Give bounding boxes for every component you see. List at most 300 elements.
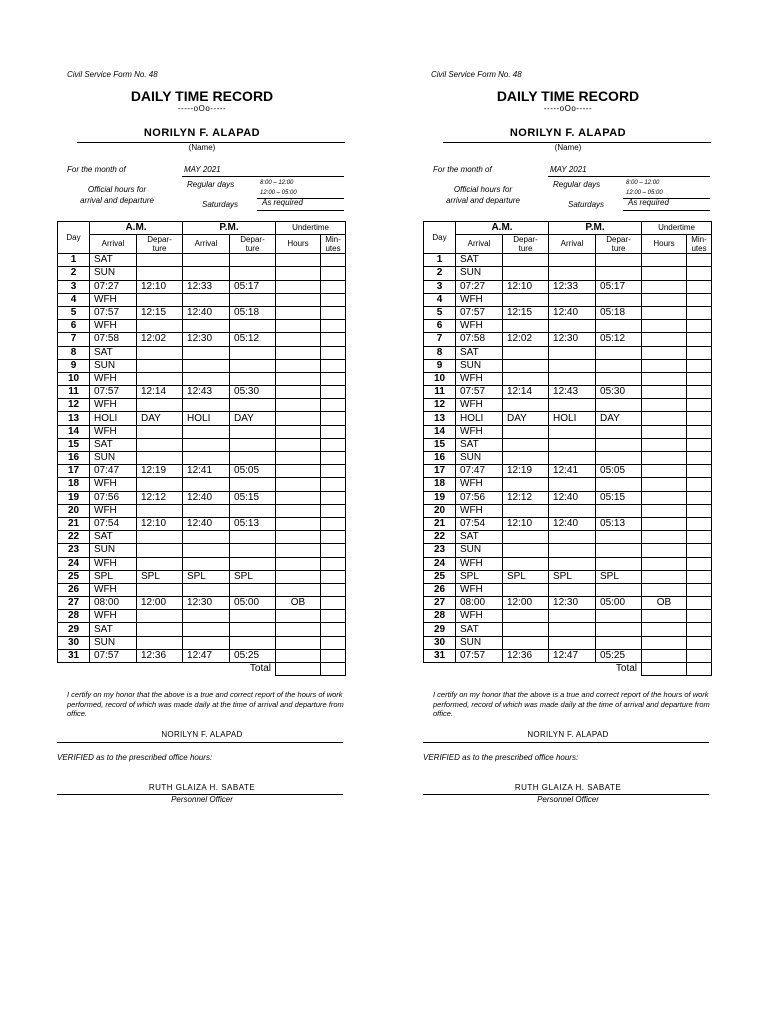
pm-arrival-cell: HOLI (549, 412, 596, 425)
am-departure-cell (137, 478, 183, 491)
day-number-cell: 1 (58, 254, 90, 267)
table-row (424, 254, 712, 267)
am-arrival-cell: WFH (456, 610, 503, 623)
day-number-cell: 31 (58, 649, 90, 662)
pm-departure-cell (230, 438, 276, 451)
pm-departure-cell (596, 254, 642, 267)
pm-departure-cell: 05:05 (596, 465, 642, 478)
pm-departure-cell (596, 610, 642, 623)
pm-arrival-cell (183, 504, 230, 517)
pm-departure-cell (230, 359, 276, 372)
pm-header: P.M. (183, 222, 276, 235)
table-row (424, 320, 712, 333)
month-field (182, 165, 344, 177)
pm-departure-cell (230, 636, 276, 649)
pm-departure-cell (230, 557, 276, 570)
pm-departure-cell (230, 399, 276, 412)
am-arrival-cell: WFH (90, 610, 137, 623)
table-row (58, 452, 346, 465)
pm-departure-cell (596, 438, 642, 451)
table-row (58, 649, 346, 662)
pm-departure-cell (596, 623, 642, 636)
month-label: For the month of (433, 165, 492, 174)
undertime-hours-cell (642, 425, 687, 438)
am-departure-cell (137, 372, 183, 385)
undertime-hours-cell (276, 399, 321, 412)
undertime-minutes-cell (687, 386, 712, 399)
am-arrival-cell: WFH (90, 478, 137, 491)
am-arrival-cell: WFH (456, 425, 503, 438)
am-arrival-cell: HOLI (90, 412, 137, 425)
undertime-minutes-cell (687, 306, 712, 319)
pm-arrival-header: Arrival (549, 235, 596, 254)
day-number-cell: 27 (424, 597, 456, 610)
pm-arrival-cell (183, 399, 230, 412)
am-arrival-cell: 07:27 (456, 280, 503, 293)
am-departure-cell: 12:00 (137, 597, 183, 610)
pm-departure-cell: 05:13 (596, 517, 642, 530)
day-number-cell: 14 (424, 425, 456, 438)
pm-departure-cell (596, 583, 642, 596)
undertime-hours-cell (276, 491, 321, 504)
undertime-hours-cell (642, 465, 687, 478)
name-caption: (Name) (188, 143, 216, 152)
day-number-cell: 29 (58, 623, 90, 636)
pm-arrival-cell: 12:30 (183, 597, 230, 610)
table-row (424, 491, 712, 504)
day-number-cell: 15 (424, 438, 456, 451)
day-number-cell: 1 (424, 254, 456, 267)
pm-arrival-cell: 12:43 (183, 386, 230, 399)
am-departure-cell (137, 438, 183, 451)
pm-arrival-cell (183, 320, 230, 333)
table-row (58, 306, 346, 319)
table-row (424, 610, 712, 623)
undertime-minutes-cell (687, 544, 712, 557)
am-departure-cell: 12:14 (137, 386, 183, 399)
total-hours-cell (276, 663, 321, 676)
pm-departure-cell (230, 372, 276, 385)
regular-days-field (623, 178, 710, 199)
pm-arrival-cell (549, 452, 596, 465)
undertime-minutes-cell (321, 610, 346, 623)
table-row (58, 636, 346, 649)
pm-departure-cell: 05:00 (230, 597, 276, 610)
regular-days-label: Regular days (553, 180, 601, 189)
day-number-cell: 8 (424, 346, 456, 359)
undertime-hours-cell (642, 557, 687, 570)
am-arrival-cell: 07:57 (456, 386, 503, 399)
day-number-cell: 17 (424, 465, 456, 478)
form-title: DAILY TIME RECORD (496, 88, 640, 104)
table-row (58, 597, 346, 610)
am-arrival-cell: WFH (456, 557, 503, 570)
pm-arrival-cell: 12:30 (549, 333, 596, 346)
pm-arrival-cell (549, 293, 596, 306)
undertime-hours-cell (642, 623, 687, 636)
undertime-minutes-cell (687, 517, 712, 530)
am-arrival-cell: WFH (456, 293, 503, 306)
undertime-minutes-cell (321, 399, 346, 412)
pm-arrival-cell (183, 267, 230, 280)
table-row (424, 557, 712, 570)
day-number-cell: 23 (424, 544, 456, 557)
day-number-cell: 7 (424, 333, 456, 346)
month-value: MAY 2021 (184, 165, 221, 174)
pm-departure-cell: 05:13 (230, 517, 276, 530)
undertime-hours-cell (276, 544, 321, 557)
am-departure-cell (503, 623, 549, 636)
am-arrival-cell: 07:57 (456, 649, 503, 662)
am-arrival-cell: 07:54 (456, 517, 503, 530)
am-arrival-cell: SUN (456, 636, 503, 649)
day-number-cell: 8 (58, 346, 90, 359)
am-arrival-cell: SAT (90, 254, 137, 267)
day-number-cell: 9 (58, 359, 90, 372)
pm-arrival-cell (183, 452, 230, 465)
day-number-cell: 22 (424, 531, 456, 544)
undertime-minutes-cell (687, 267, 712, 280)
pm-arrival-cell (549, 399, 596, 412)
table-row (424, 386, 712, 399)
table-row (424, 544, 712, 557)
am-arrival-header: Arrival (90, 235, 137, 254)
undertime-hours-cell (276, 557, 321, 570)
undertime-hours-cell (276, 372, 321, 385)
am-arrival-cell: SAT (456, 254, 503, 267)
undertime-minutes-cell (687, 649, 712, 662)
am-arrival-cell: WFH (456, 583, 503, 596)
employee-signature-line (57, 742, 343, 743)
am-arrival-cell: WFH (456, 504, 503, 517)
pm-arrival-cell (549, 531, 596, 544)
title-ornament: -----oOo----- (543, 104, 593, 113)
employee-signature-name: NORILYN F. ALAPAD (527, 730, 609, 739)
day-number-cell: 9 (424, 359, 456, 372)
undertime-minutes-cell (321, 438, 346, 451)
undertime-hours-cell (276, 425, 321, 438)
am-header: A.M. (456, 222, 549, 235)
undertime-hours-cell (276, 412, 321, 425)
undertime-hours-cell (276, 504, 321, 517)
pm-arrival-cell (183, 478, 230, 491)
pm-arrival-cell (183, 425, 230, 438)
am-departure-cell: 12:36 (503, 649, 549, 662)
undertime-hours-cell (642, 293, 687, 306)
table-row (424, 478, 712, 491)
am-departure-cell (137, 346, 183, 359)
pm-arrival-cell: 12:43 (549, 386, 596, 399)
pm-departure-cell (230, 293, 276, 306)
table-row (58, 386, 346, 399)
undertime-minutes-cell (321, 452, 346, 465)
table-row (58, 610, 346, 623)
day-number-cell: 30 (424, 636, 456, 649)
undertime-hours-cell (642, 544, 687, 557)
am-arrival-cell: SUN (456, 452, 503, 465)
pm-arrival-cell (183, 293, 230, 306)
am-departure-cell (137, 320, 183, 333)
total-row (424, 663, 712, 676)
undertime-minutes-cell (321, 597, 346, 610)
pm-arrival-cell: 12:40 (183, 306, 230, 319)
am-departure-cell: 12:36 (137, 649, 183, 662)
undertime-minutes-cell (687, 438, 712, 451)
am-departure-header: Depar- ture (137, 235, 183, 254)
official-hours-label: Official hours for arrival and departure (80, 185, 154, 205)
am-arrival-cell: 08:00 (90, 597, 137, 610)
am-arrival-cell: SUN (90, 267, 137, 280)
pm-arrival-cell (183, 623, 230, 636)
am-departure-cell (137, 610, 183, 623)
undertime-hours-cell (276, 359, 321, 372)
title-ornament: -----oOo----- (177, 104, 227, 113)
undertime-hours-cell (642, 491, 687, 504)
day-number-cell: 16 (58, 452, 90, 465)
am-arrival-cell: SAT (90, 346, 137, 359)
day-number-cell: 3 (58, 280, 90, 293)
undertime-minutes-cell (321, 478, 346, 491)
day-number-cell: 11 (424, 386, 456, 399)
table-row (424, 623, 712, 636)
am-departure-cell: 12:15 (137, 306, 183, 319)
am-departure-cell: 12:10 (503, 280, 549, 293)
day-number-cell: 22 (58, 531, 90, 544)
undertime-minutes-cell (687, 412, 712, 425)
pm-arrival-cell: HOLI (183, 412, 230, 425)
pm-arrival-cell (549, 583, 596, 596)
saturdays-label: Saturdays (202, 200, 239, 209)
table-row (424, 531, 712, 544)
undertime-minutes-cell (321, 333, 346, 346)
undertime-minutes-cell (321, 280, 346, 293)
pm-departure-cell (596, 478, 642, 491)
undertime-hours-cell (642, 306, 687, 319)
month-label: For the month of (67, 165, 126, 174)
day-number-cell: 5 (58, 306, 90, 319)
pm-arrival-cell (183, 346, 230, 359)
pm-departure-cell (230, 478, 276, 491)
am-departure-cell (503, 583, 549, 596)
day-number-cell: 24 (424, 557, 456, 570)
undertime-hours-cell (642, 610, 687, 623)
am-arrival-cell: 07:47 (90, 465, 137, 478)
am-arrival-cell: SUN (90, 544, 137, 557)
pm-departure-cell (230, 583, 276, 596)
day-number-cell: 27 (58, 597, 90, 610)
officer-title: Personnel Officer (537, 795, 599, 804)
table-row (424, 306, 712, 319)
officer-title: Personnel Officer (171, 795, 233, 804)
pm-departure-cell (596, 267, 642, 280)
am-arrival-cell: HOLI (456, 412, 503, 425)
regular-days-field (257, 178, 344, 199)
officer-name: RUTH GLAIZA H. SABATE (514, 783, 622, 792)
am-arrival-cell: WFH (90, 399, 137, 412)
undertime-hours-cell (642, 386, 687, 399)
undertime-hours-cell (642, 478, 687, 491)
pm-departure-cell: 05:25 (230, 649, 276, 662)
day-number-cell: 26 (58, 583, 90, 596)
table-row (424, 597, 712, 610)
undertime-minutes-cell (687, 597, 712, 610)
undertime-minutes-cell (687, 465, 712, 478)
day-number-cell: 12 (58, 399, 90, 412)
day-number-cell: 28 (58, 610, 90, 623)
am-arrival-cell: WFH (90, 583, 137, 596)
undertime-hours-cell (276, 636, 321, 649)
regular-hours-afternoon: 12:00 – 05:00 (260, 190, 297, 196)
minutes-header: Min- utes (687, 235, 712, 254)
day-number-cell: 26 (424, 583, 456, 596)
day-number-cell: 17 (58, 465, 90, 478)
table-row (424, 570, 712, 583)
pm-arrival-cell: 12:47 (549, 649, 596, 662)
undertime-minutes-cell (321, 425, 346, 438)
am-departure-cell (137, 544, 183, 557)
am-departure-cell (137, 636, 183, 649)
am-departure-cell (503, 267, 549, 280)
undertime-minutes-cell (687, 346, 712, 359)
am-departure-cell (503, 544, 549, 557)
pm-departure-cell (596, 452, 642, 465)
table-row (58, 280, 346, 293)
table-row (58, 320, 346, 333)
undertime-hours-cell (276, 610, 321, 623)
pm-departure-header: Depar- ture (230, 235, 276, 254)
saturdays-value: As required (628, 198, 669, 207)
am-arrival-cell: 07:57 (90, 386, 137, 399)
table-row (58, 412, 346, 425)
am-departure-cell: 12:10 (503, 517, 549, 530)
pm-departure-cell (230, 504, 276, 517)
pm-departure-cell (596, 544, 642, 557)
pm-arrival-cell (549, 425, 596, 438)
am-departure-cell (137, 359, 183, 372)
pm-arrival-cell (549, 610, 596, 623)
undertime-hours-cell (642, 636, 687, 649)
form-number: Civil Service Form No. 48 (431, 70, 522, 79)
total-minutes-cell (321, 663, 346, 676)
pm-departure-cell (230, 320, 276, 333)
undertime-hours-cell (276, 320, 321, 333)
undertime-minutes-cell (687, 280, 712, 293)
undertime-hours-cell (642, 517, 687, 530)
am-departure-cell (503, 425, 549, 438)
am-departure-cell (137, 293, 183, 306)
am-arrival-cell: SAT (456, 623, 503, 636)
undertime-minutes-cell (321, 359, 346, 372)
pm-departure-cell (596, 372, 642, 385)
am-arrival-cell: SUN (456, 544, 503, 557)
pm-arrival-cell: 12:40 (549, 491, 596, 504)
am-arrival-cell: SUN (90, 636, 137, 649)
am-arrival-cell: WFH (90, 504, 137, 517)
day-number-cell: 4 (424, 293, 456, 306)
undertime-minutes-cell (321, 544, 346, 557)
day-number-cell: 7 (58, 333, 90, 346)
pm-departure-cell (230, 610, 276, 623)
table-row (424, 583, 712, 596)
table-row (58, 570, 346, 583)
undertime-minutes-cell (321, 372, 346, 385)
dtr-form-left (57, 0, 347, 1024)
undertime-hours-cell (276, 267, 321, 280)
saturdays-label: Saturdays (568, 200, 605, 209)
pm-departure-cell (596, 346, 642, 359)
pm-arrival-cell (549, 320, 596, 333)
pm-arrival-cell (183, 531, 230, 544)
pm-arrival-cell: SPL (549, 570, 596, 583)
table-row (424, 438, 712, 451)
pm-departure-cell (230, 254, 276, 267)
pm-arrival-cell (183, 636, 230, 649)
am-arrival-cell: 07:58 (456, 333, 503, 346)
am-departure-cell: 12:02 (503, 333, 549, 346)
am-arrival-cell: 08:00 (456, 597, 503, 610)
undertime-minutes-cell (687, 425, 712, 438)
pm-arrival-cell (549, 623, 596, 636)
undertime-minutes-cell (687, 583, 712, 596)
pm-arrival-cell: SPL (183, 570, 230, 583)
undertime-minutes-cell (687, 254, 712, 267)
pm-arrival-cell (549, 359, 596, 372)
am-departure-cell (503, 636, 549, 649)
day-number-cell: 10 (58, 372, 90, 385)
employee-signature-line (423, 742, 709, 743)
am-departure-cell: 12:14 (503, 386, 549, 399)
pm-arrival-cell (183, 583, 230, 596)
pm-arrival-cell: 12:30 (183, 333, 230, 346)
pm-arrival-cell (183, 254, 230, 267)
table-row (58, 623, 346, 636)
am-departure-cell (503, 610, 549, 623)
table-row (58, 583, 346, 596)
time-record-table (57, 221, 346, 676)
pm-arrival-cell: 12:33 (183, 280, 230, 293)
undertime-hours-cell (642, 504, 687, 517)
am-departure-cell: 12:00 (503, 597, 549, 610)
undertime-hours-cell (642, 452, 687, 465)
pm-arrival-cell (549, 438, 596, 451)
am-departure-cell (503, 346, 549, 359)
undertime-minutes-cell (321, 254, 346, 267)
certification-text: I certify on my honor that the above is a true and correct report of the hours of work performed, record of which was made daily at the time of arrival and departure from office. (433, 690, 710, 718)
am-arrival-cell: SAT (456, 438, 503, 451)
pm-departure-cell: 05:17 (230, 280, 276, 293)
am-departure-cell (137, 504, 183, 517)
day-number-cell: 2 (58, 267, 90, 280)
pm-arrival-cell (183, 557, 230, 570)
am-arrival-cell: SAT (456, 346, 503, 359)
pm-arrival-cell (549, 372, 596, 385)
table-row (424, 267, 712, 280)
pm-arrival-cell (549, 557, 596, 570)
pm-departure-cell: 05:18 (596, 306, 642, 319)
pm-departure-cell (230, 623, 276, 636)
day-number-cell: 29 (424, 623, 456, 636)
day-number-cell: 6 (424, 320, 456, 333)
employee-name: NORILYN F. ALAPAD (509, 127, 627, 139)
pm-departure-header: Depar- ture (596, 235, 642, 254)
undertime-minutes-cell (321, 649, 346, 662)
am-departure-cell: 12:10 (137, 280, 183, 293)
undertime-hours-cell (642, 531, 687, 544)
day-number-cell: 13 (424, 412, 456, 425)
am-departure-header: Depar- ture (503, 235, 549, 254)
am-departure-cell (137, 557, 183, 570)
am-departure-cell (503, 372, 549, 385)
